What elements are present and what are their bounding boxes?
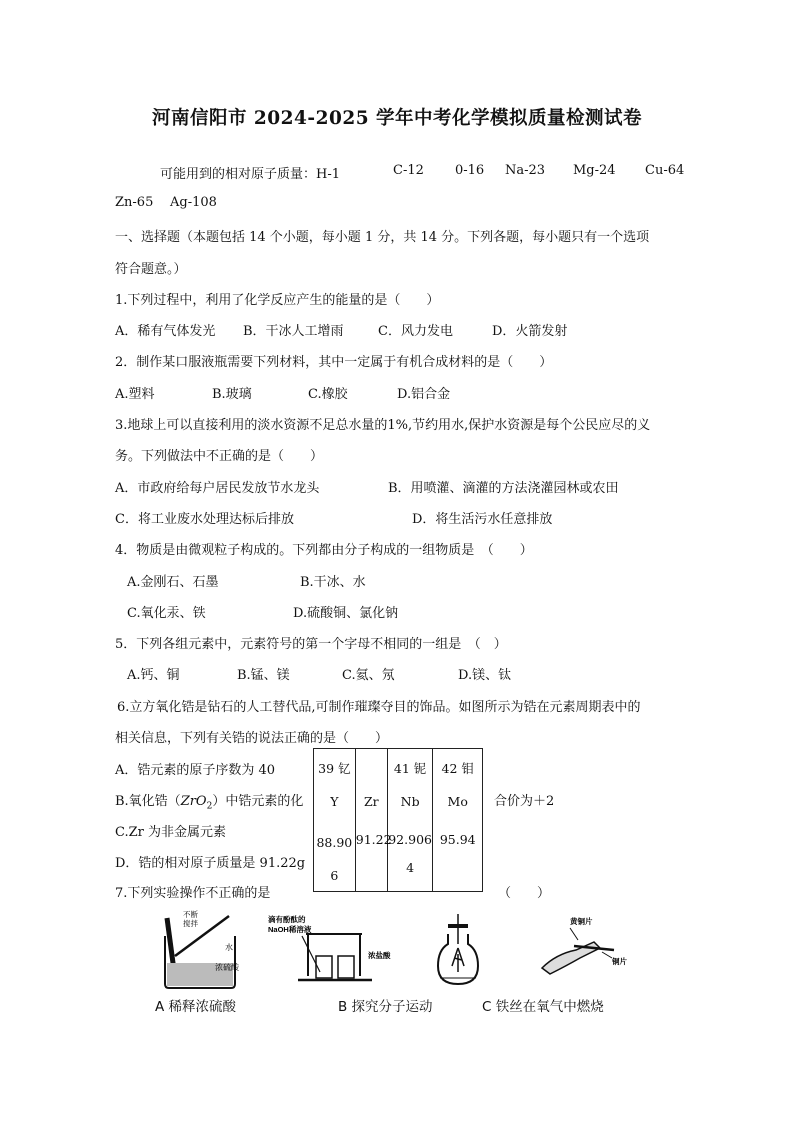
label-copper: 铜片: [612, 957, 627, 966]
q2-option-b: B.玻璃: [212, 387, 252, 402]
mass-h: H-1: [316, 167, 341, 182]
q6-option-b-pre: B.氧化锆（: [115, 794, 181, 809]
element-y-mass-cont: 6: [330, 868, 339, 883]
stopper: [448, 924, 468, 928]
q1-option-d: D．火箭发射: [492, 324, 568, 339]
q1-stem: 1.下列过程中，利用了化学反应产生的能量的是（ ）: [115, 293, 440, 308]
q1-option-a: A．稀有气体发光: [115, 324, 216, 339]
q2-option-d: D.铝合金: [397, 387, 451, 402]
element-y-mass: 88.90: [316, 835, 353, 850]
element-zr-mass: 91.22: [355, 832, 392, 847]
element-nb-mass-cont: 4: [406, 860, 415, 875]
element-y-name: 钇: [338, 761, 351, 776]
element-y-number: 39: [318, 761, 335, 776]
q4-option-b: B.干冰、水: [300, 575, 366, 590]
q5-option-a: A.钙、铜: [127, 668, 180, 683]
q4-option-a: A.金刚石、石墨: [127, 575, 219, 590]
pointer-line: [302, 936, 320, 972]
element-nb-number-name: [388, 763, 433, 776]
label-naoh: NaOH稀溶液: [268, 925, 312, 934]
periodic-table-excerpt: [313, 748, 483, 892]
mass-c: C-12: [393, 163, 424, 178]
element-zr-symbol: Zr: [363, 794, 379, 809]
q4-option-c: C.氧化汞、铁: [127, 606, 206, 621]
q3-option-d: D．将生活污水任意排放: [412, 512, 553, 527]
figure-molecular-motion: [268, 912, 396, 988]
label-phenolphthalein: 滴有酚酞的: [268, 915, 306, 924]
q6-stem-cont: 相关信息，下列有关锆的说法正确的是（ ）: [115, 731, 389, 746]
atomic-mass-label: 可能用到的相对原子质量：: [160, 167, 317, 182]
mass-mg: Mg-24: [573, 163, 616, 178]
q6-option-b-sub: 2: [206, 801, 213, 812]
q4-option-d: D.硫酸铜、氯化钠: [293, 606, 399, 621]
q3-option-b: B．用喷灌、滴灌的方法浇灌园林或农田: [388, 481, 619, 496]
mass-na: Na-23: [505, 163, 546, 178]
q5-option-c: C.氦、氖: [342, 668, 395, 683]
element-cell-y: [314, 749, 356, 892]
label-water: 水: [225, 943, 233, 952]
small-beaker-2: [338, 956, 354, 978]
q2-stem: 2．制作某口服液瓶需要下列材料，其中一定属于有机合成材料的是（ ）: [115, 355, 553, 370]
q3-option-c: C．将工业废水处理达标后排放: [115, 512, 294, 527]
element-y-symbol: Y: [330, 794, 339, 809]
element-cell-nb: [387, 749, 433, 892]
q1-option-c: C．风力发电: [378, 324, 453, 339]
copper-pointer: [602, 952, 612, 958]
element-cell-zr: [355, 749, 392, 892]
q6-option-c: C.Zr 为非金属元素: [115, 825, 226, 840]
label-conc-acid: 浓硫酸: [215, 963, 239, 972]
q6-option-d: D．锆的相对原子质量是 91.22g: [115, 856, 306, 871]
element-cell-mo: [433, 749, 483, 892]
element-nb-symbol: Nb: [400, 794, 420, 809]
q6-stem: 6.立方氧化锆是钻石的人工替代品,可制作璀璨夺目的饰品。如图所示为锆在元素周期表中的: [117, 700, 641, 715]
element-nb-number: 41: [393, 761, 410, 776]
label-stir-1: 不断: [183, 910, 198, 919]
burning-wire: [452, 948, 464, 972]
label-stir-2: 搅拌: [183, 919, 198, 928]
element-mo-mass: 95.94: [439, 832, 476, 847]
mass-ag: Ag-108: [170, 195, 217, 210]
q1-option-b: B．干冰人工增雨: [243, 324, 344, 339]
small-beaker-1: [316, 956, 332, 978]
q4-stem: 4．物质是由微观粒子构成的。下列都由分子构成的一组物质是 （ ）: [115, 543, 533, 558]
q6-option-b-tail: 合价为＋2: [494, 794, 555, 809]
q3-option-a: A．市政府给每户居民发放节水龙头: [115, 481, 320, 496]
q3-stem-cont: 务。下列做法中不正确的是（ ）: [115, 449, 324, 464]
q6-option-b-post: ）中锆元素的化: [212, 794, 304, 809]
section-heading: 一、选择题（本题包括 14 个小题，每小题 1 分，共 14 分。下列各题，每小题只有一个选项: [115, 230, 650, 245]
element-mo-number-name: [433, 763, 482, 776]
figure-dilute-sulfuric-acid: [145, 908, 255, 990]
element-nb-name: 铌: [413, 761, 427, 776]
q2-option-c: C.橡胶: [308, 387, 348, 402]
label-brass: 黄铜片: [570, 917, 593, 926]
section-heading-cont: 符合题意。）: [115, 262, 187, 277]
q7-paren: （ ）: [498, 886, 551, 901]
q5-option-d: D.镁、钛: [458, 668, 512, 683]
element-mo-symbol: Mo: [447, 794, 468, 809]
q7-stem: 7.下列实验操作不正确的是: [115, 886, 271, 901]
caption-c: C 铁丝在氧气中燃烧: [482, 999, 604, 1015]
figure-iron-wire-burning: [430, 914, 486, 990]
element-nb-mass: 92.906: [388, 832, 432, 847]
q6-option-b: [115, 790, 303, 812]
atomic-mass-line: [160, 163, 340, 182]
mass-zn: Zn-65: [115, 195, 154, 210]
q6-option-a: A．锆元素的原子序数为 40: [115, 763, 276, 778]
brass-pointer: [570, 928, 578, 940]
element-mo-name: 钼: [461, 761, 474, 776]
q5-option-b: B.锰、镁: [237, 668, 290, 683]
page-title: 河南信阳市 2024-2025 学年中考化学模拟质量检测试卷: [151, 108, 643, 129]
label-conc-hcl: 浓盐酸: [368, 951, 391, 960]
q3-stem: 3.地球上可以直接利用的淡水资源不足总水量的1%,节约用水,保护水资源是每个公民应尽的义: [115, 418, 651, 433]
mass-o: 0-16: [455, 163, 485, 178]
caption-a: A 稀释浓硫酸: [155, 999, 237, 1015]
mass-cu: Cu-64: [645, 163, 685, 178]
q6-option-b-formula: ZrO: [180, 794, 207, 809]
element-mo-number: 42: [441, 761, 458, 776]
element-y-number-name: [314, 763, 355, 776]
q2-option-a: A.塑料: [115, 387, 155, 402]
caption-b: B 探究分子运动: [338, 999, 433, 1015]
figure-brass-copper: [530, 912, 680, 982]
q5-stem: 5．下列各组元素中，元素符号的第一个字母不相同的一组是 （ ）: [115, 637, 507, 652]
